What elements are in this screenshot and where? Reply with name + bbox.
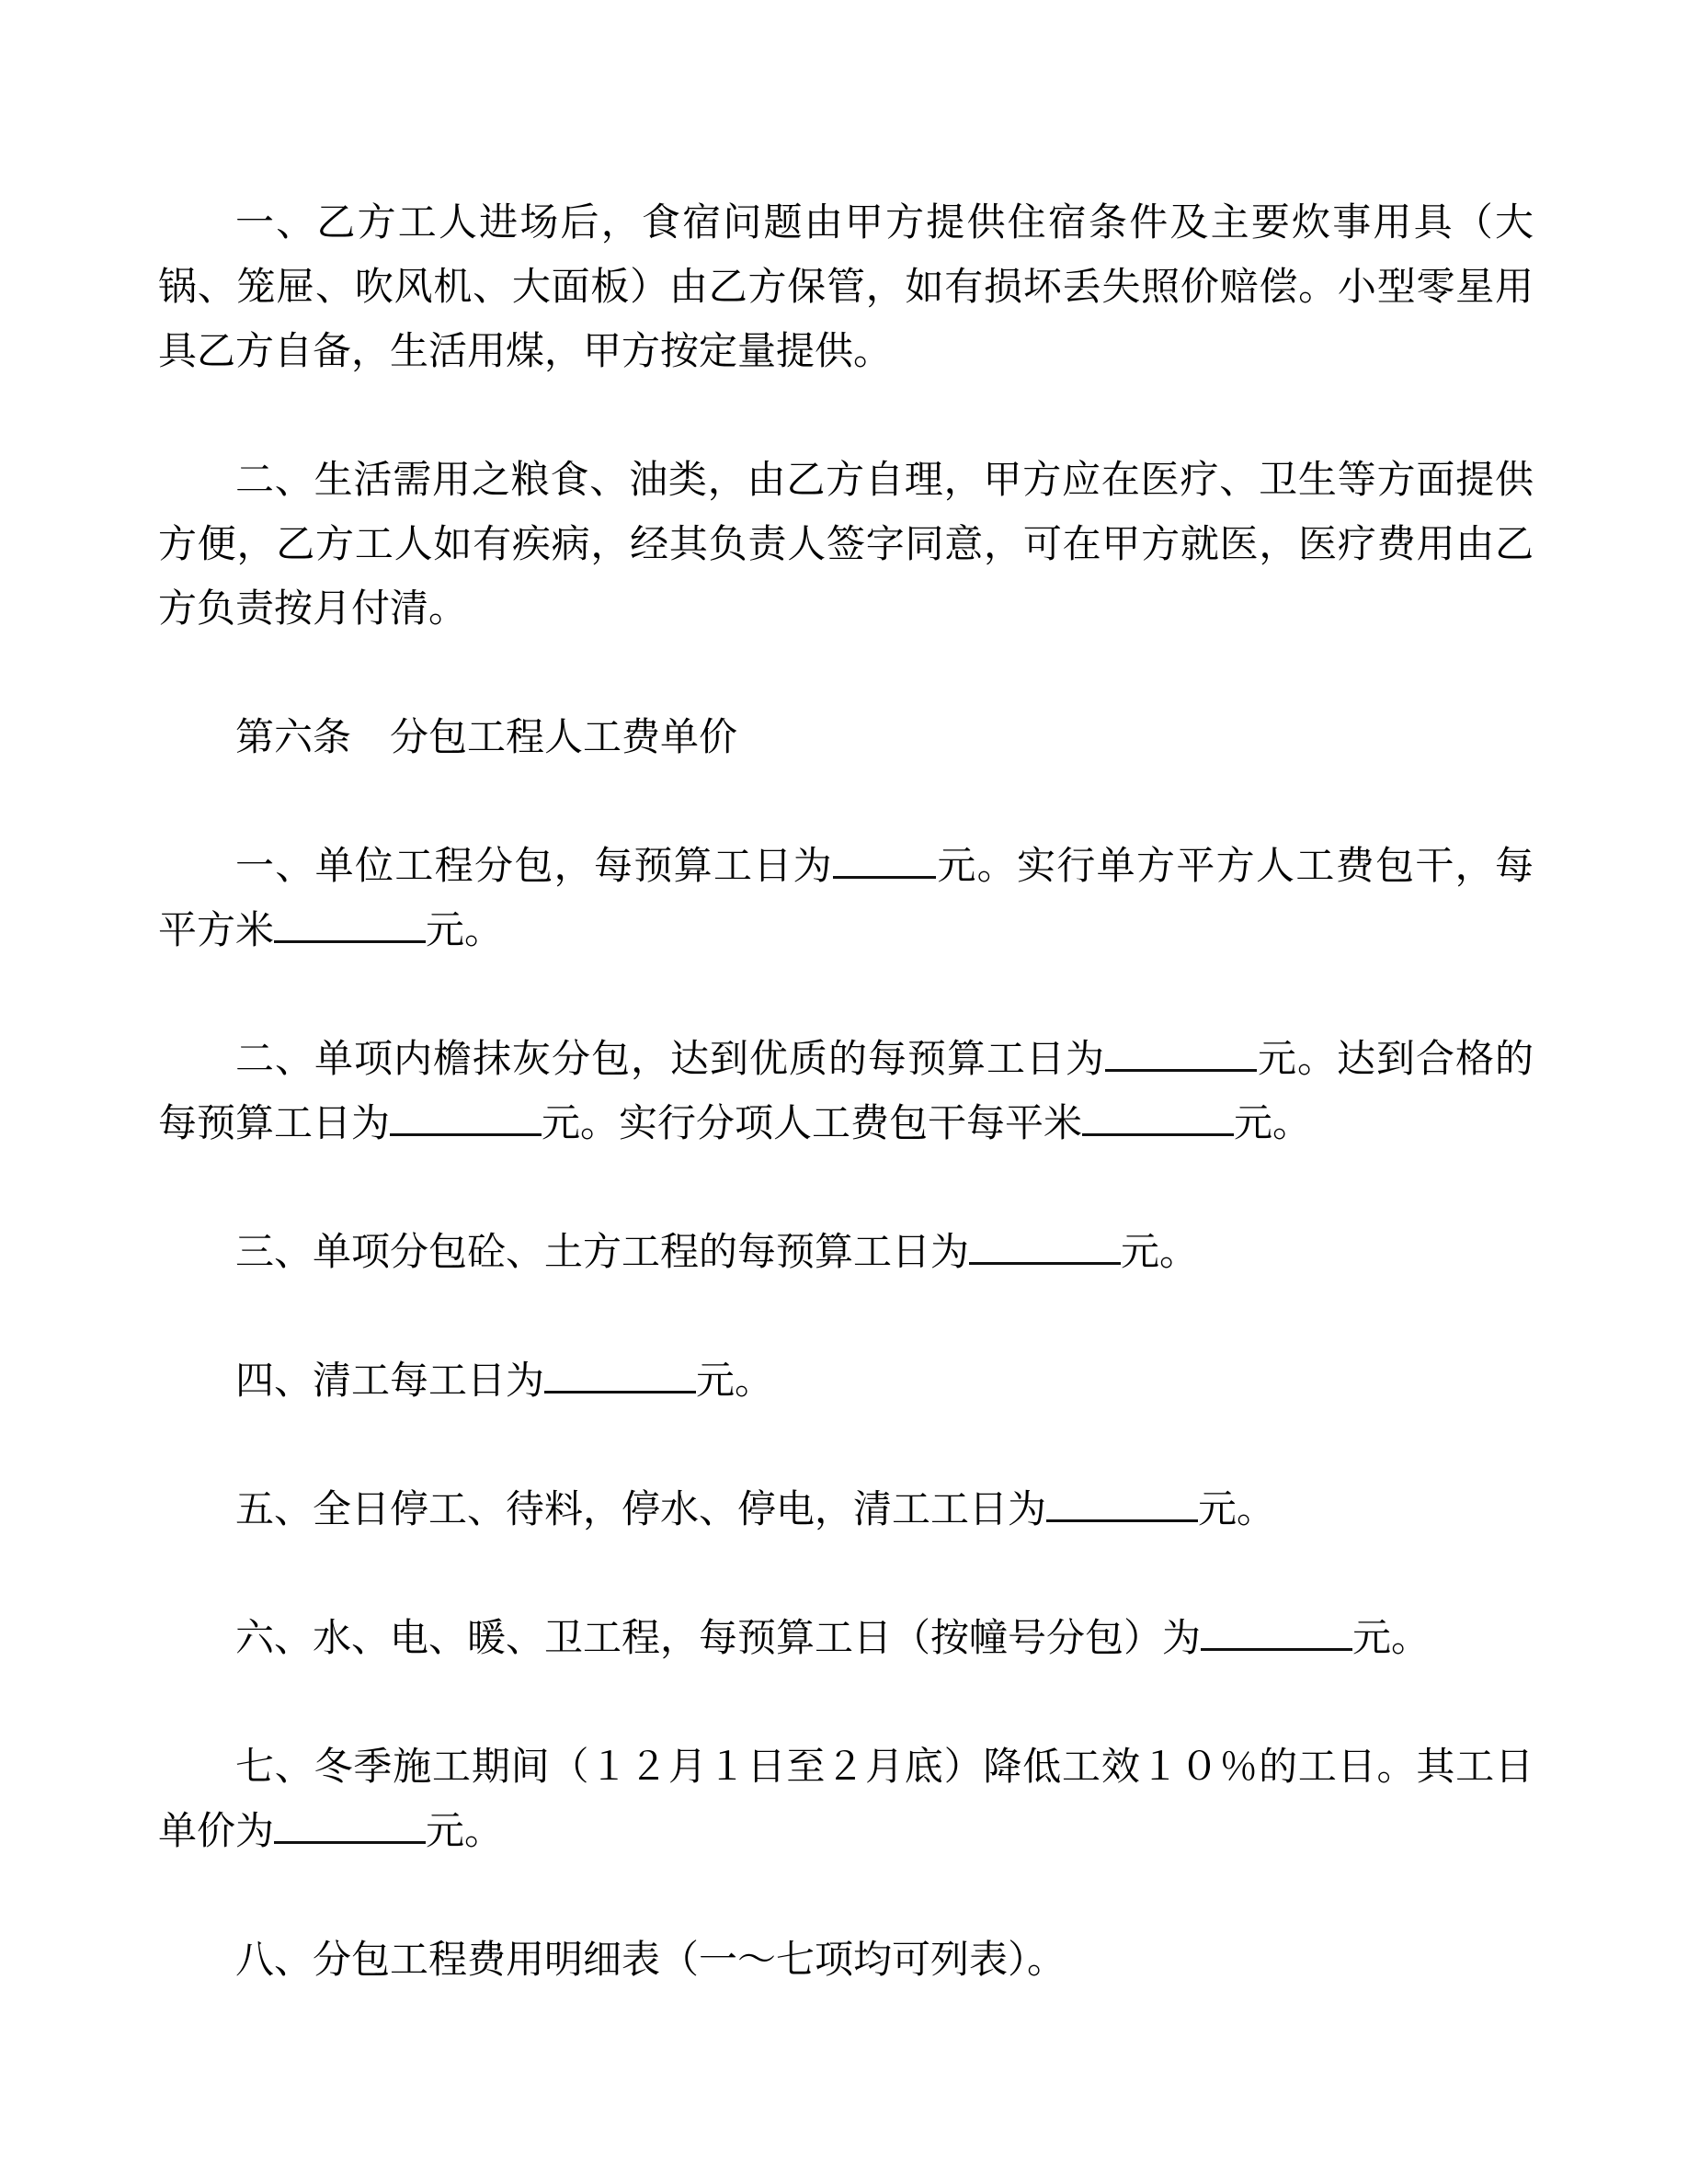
blank-field: [1201, 1611, 1352, 1651]
article-six-heading-text: 第六条 分包工程人工费单价: [235, 717, 738, 759]
blank-field: [390, 1097, 542, 1136]
text-segment: 七、冬季施工期间（１２月１日至２月底）降低工效１０％的工日。其工日单价为: [158, 1746, 1534, 1853]
clause-food-medical: [158, 449, 1534, 642]
fee-item-5: [158, 1478, 1534, 1542]
text-segment: 五、全日停工、待料，停水、停电，清工工日为: [235, 1489, 1047, 1531]
fee-item-8-text: 八、分包工程费用明细表（一～七项均可列表）。: [235, 1939, 1066, 1982]
fee-item-1: [158, 835, 1534, 963]
article-six-heading: [158, 706, 1534, 770]
blank-field: [1082, 1097, 1234, 1136]
text-segment: 元。: [1352, 1618, 1431, 1660]
text-segment: 四、清工每工日为: [235, 1360, 545, 1403]
text-segment: 元。实行单方平方人工费包干，每平方米: [158, 846, 1534, 952]
text-segment: 元。: [426, 910, 504, 952]
fee-item-6: [158, 1607, 1534, 1671]
blank-field: [544, 1354, 696, 1393]
blank-field: [1105, 1032, 1257, 1072]
fee-item-8: [158, 1928, 1534, 1993]
text-segment: 六、水、电、暖、卫工程，每预算工日（按幢号分包）为: [235, 1618, 1202, 1660]
fee-item-4: [158, 1349, 1534, 1414]
clause-food-medical-text: 二、生活需用之粮食、油类，由乙方自理，甲方应在医疗、卫生等方面提供方便，乙方工人如有疾病，经其负责人签字同意，可在甲方就医，医疗费用由乙方负责按月付清。: [158, 460, 1534, 631]
text-segment: 元。实行分项人工费包干每平米: [542, 1103, 1083, 1145]
text-segment: 三、单项分包砼、土方工程的每预算工日为: [235, 1232, 970, 1274]
text-segment: 元。: [1234, 1103, 1312, 1145]
fee-item-3: [158, 1221, 1534, 1285]
text-segment: 元。: [696, 1360, 774, 1403]
clause-board-lodging-text: 一、乙方工人进场后，食宿问题由甲方提供住宿条件及主要炊事用具（大锅、笼屉、吹风机、大面板）由乙方保管，如有损坏丢失照价赔偿。小型零星用具乙方自备，生活用煤，甲方按定量提供。: [158, 202, 1534, 373]
fee-item-2: [158, 1028, 1534, 1156]
text-segment: 二、单项内檐抹灰分包，达到优质的每预算工日为: [235, 1039, 1105, 1081]
blank-field: [969, 1225, 1121, 1265]
fee-item-7: [158, 1735, 1534, 1864]
blank-field: [833, 839, 936, 879]
text-segment: 元。: [426, 1811, 504, 1853]
text-segment: 元。: [1198, 1489, 1276, 1531]
blank-field: [274, 1804, 426, 1844]
text-segment: 元。达到合格的每预算工日为: [158, 1039, 1534, 1145]
text-segment: 元。: [1121, 1232, 1199, 1274]
blank-field: [1046, 1483, 1198, 1522]
clause-board-lodging: [158, 191, 1534, 384]
blank-field: [274, 904, 426, 943]
text-segment: 一、单位工程分包，每预算工日为: [235, 846, 833, 888]
